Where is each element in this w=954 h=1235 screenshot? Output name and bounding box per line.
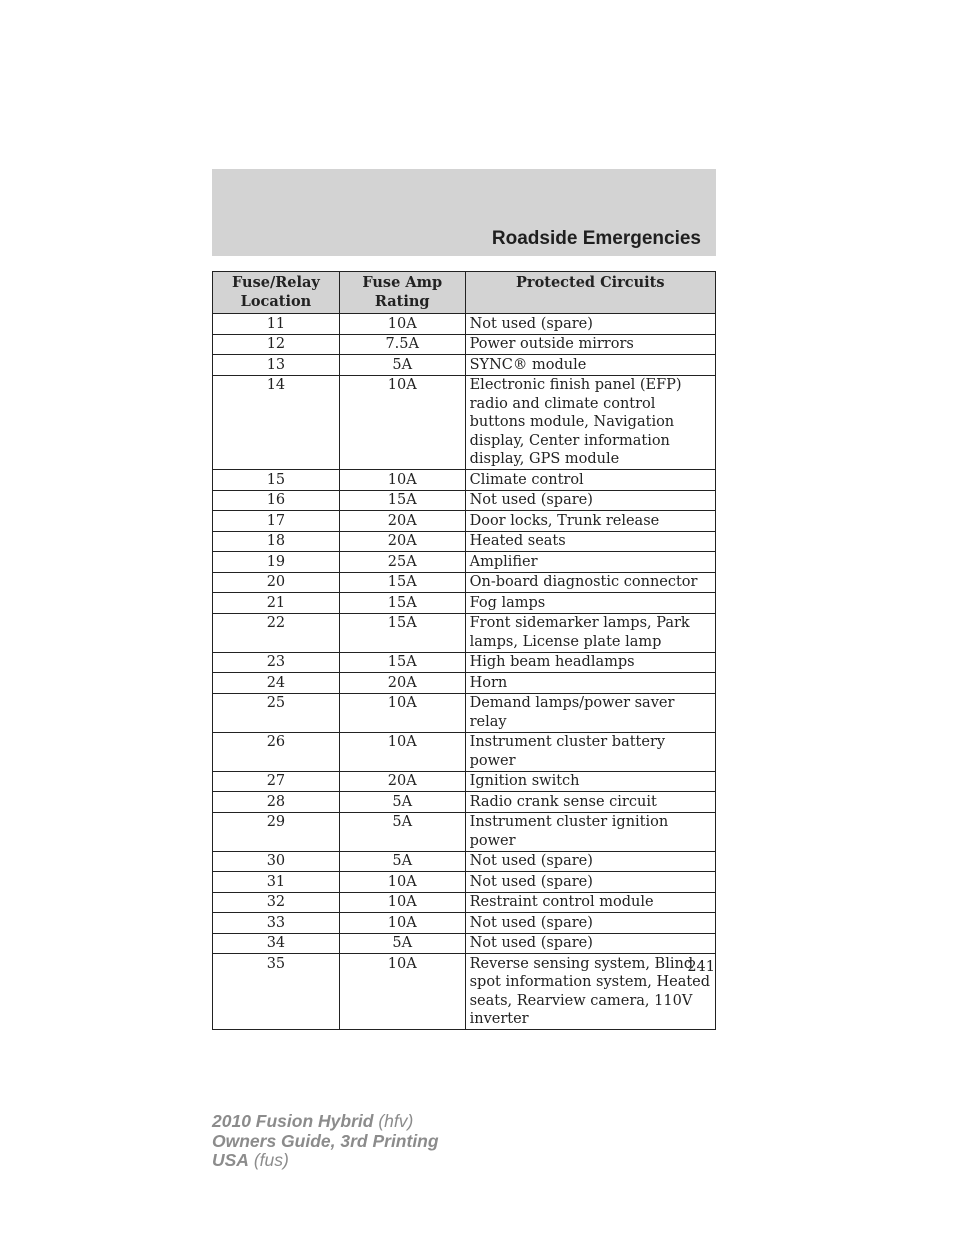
table-row [213,771,716,792]
section-title: Roadside Emergencies [491,228,701,249]
document-footer [212,1112,439,1171]
cell-rating: 10A [339,954,465,1030]
table-row [213,355,716,376]
cell-rating: 10A [339,314,465,335]
cell-location: 21 [213,593,340,614]
cell-circuits: Not used (spare) [465,913,715,934]
table-row [213,470,716,491]
footer-model: 2010 Fusion Hybrid [212,1111,374,1131]
cell-rating: 10A [339,913,465,934]
cell-location: 30 [213,851,340,872]
cell-circuits: On-board diagnostic connector [465,572,715,593]
cell-rating: 10A [339,732,465,771]
cell-rating: 5A [339,792,465,813]
cell-circuits: Instrument cluster battery power [465,732,715,771]
cell-circuits: Not used (spare) [465,872,715,893]
table-row [213,572,716,593]
cell-location: 22 [213,613,340,652]
table-row [213,673,716,694]
header-location: Fuse/Relay Location [213,272,340,314]
cell-location: 20 [213,572,340,593]
cell-circuits: Amplifier [465,552,715,573]
cell-rating: 15A [339,613,465,652]
table-row [213,812,716,851]
cell-location: 35 [213,954,340,1030]
cell-circuits: Not used (spare) [465,314,715,335]
cell-rating: 15A [339,593,465,614]
cell-location: 33 [213,913,340,934]
footer-market-code: (fus) [253,1150,289,1170]
table-row [213,490,716,511]
cell-location: 15 [213,470,340,491]
cell-location: 34 [213,933,340,954]
footer-model-code: (hfv) [378,1111,414,1131]
fuse-table [212,271,716,1030]
cell-location: 26 [213,732,340,771]
cell-rating: 5A [339,851,465,872]
cell-circuits: Reverse sensing system, Blind spot information system, Heated seats, Rearview camera, 110V inverter [465,954,715,1030]
table-row [213,913,716,934]
cell-rating: 10A [339,892,465,913]
cell-location: 32 [213,892,340,913]
cell-circuits: Restraint control module [465,892,715,913]
cell-circuits: Electronic finish panel (EFP) radio and climate control buttons module, Navigation display, Center information display, GPS module [465,375,715,470]
page-number: 241 [687,959,715,975]
cell-rating: 25A [339,552,465,573]
cell-location: 24 [213,673,340,694]
table-row [213,652,716,673]
cell-rating: 7.5A [339,334,465,355]
cell-rating: 10A [339,375,465,470]
cell-location: 28 [213,792,340,813]
cell-location: 18 [213,531,340,552]
cell-circuits: Not used (spare) [465,933,715,954]
cell-rating: 15A [339,652,465,673]
cell-circuits: Climate control [465,470,715,491]
cell-rating: 15A [339,490,465,511]
section-header-band [212,169,716,256]
cell-location: 25 [213,693,340,732]
footer-line-model [212,1112,439,1132]
cell-circuits: Door locks, Trunk release [465,511,715,532]
cell-location: 29 [213,812,340,851]
cell-rating: 15A [339,572,465,593]
cell-rating: 10A [339,693,465,732]
table-row [213,375,716,470]
cell-circuits: Demand lamps/power saver relay [465,693,715,732]
cell-circuits: SYNC® module [465,355,715,376]
cell-circuits: Instrument cluster ignition power [465,812,715,851]
cell-circuits: Not used (spare) [465,490,715,511]
cell-rating: 10A [339,872,465,893]
table-row [213,693,716,732]
cell-location: 14 [213,375,340,470]
cell-location: 16 [213,490,340,511]
cell-circuits: High beam headlamps [465,652,715,673]
cell-circuits: Not used (spare) [465,851,715,872]
cell-location: 13 [213,355,340,376]
table-row [213,892,716,913]
cell-rating: 20A [339,673,465,694]
table-header-row [213,272,716,314]
table-row [213,552,716,573]
cell-circuits: Radio crank sense circuit [465,792,715,813]
cell-location: 12 [213,334,340,355]
cell-location: 19 [213,552,340,573]
footer-line-market [212,1151,439,1171]
cell-circuits: Power outside mirrors [465,334,715,355]
cell-rating: 20A [339,771,465,792]
cell-location: 31 [213,872,340,893]
table-row [213,872,716,893]
cell-circuits: Front sidemarker lamps, Park lamps, License plate lamp [465,613,715,652]
cell-rating: 5A [339,812,465,851]
cell-rating: 20A [339,531,465,552]
cell-circuits: Horn [465,673,715,694]
cell-circuits: Heated seats [465,531,715,552]
table-row [213,732,716,771]
cell-rating: 5A [339,933,465,954]
table-row [213,531,716,552]
table-row [213,933,716,954]
cell-circuits: Ignition switch [465,771,715,792]
cell-location: 27 [213,771,340,792]
cell-location: 17 [213,511,340,532]
table-body [213,314,716,1030]
footer-guide: Owners Guide, 3rd Printing [212,1130,439,1151]
table-row [213,314,716,335]
table-row [213,511,716,532]
footer-market: USA [212,1150,249,1170]
table-row [213,613,716,652]
header-circuits: Protected Circuits [465,272,715,314]
header-rating: Fuse Amp Rating [339,272,465,314]
cell-circuits: Fog lamps [465,593,715,614]
cell-rating: 5A [339,355,465,376]
table-row [213,851,716,872]
cell-location: 11 [213,314,340,335]
table-row [213,593,716,614]
footer-line-guide [212,1132,439,1152]
table-row [213,334,716,355]
cell-rating: 10A [339,470,465,491]
cell-rating: 20A [339,511,465,532]
cell-location: 23 [213,652,340,673]
table-row [213,792,716,813]
